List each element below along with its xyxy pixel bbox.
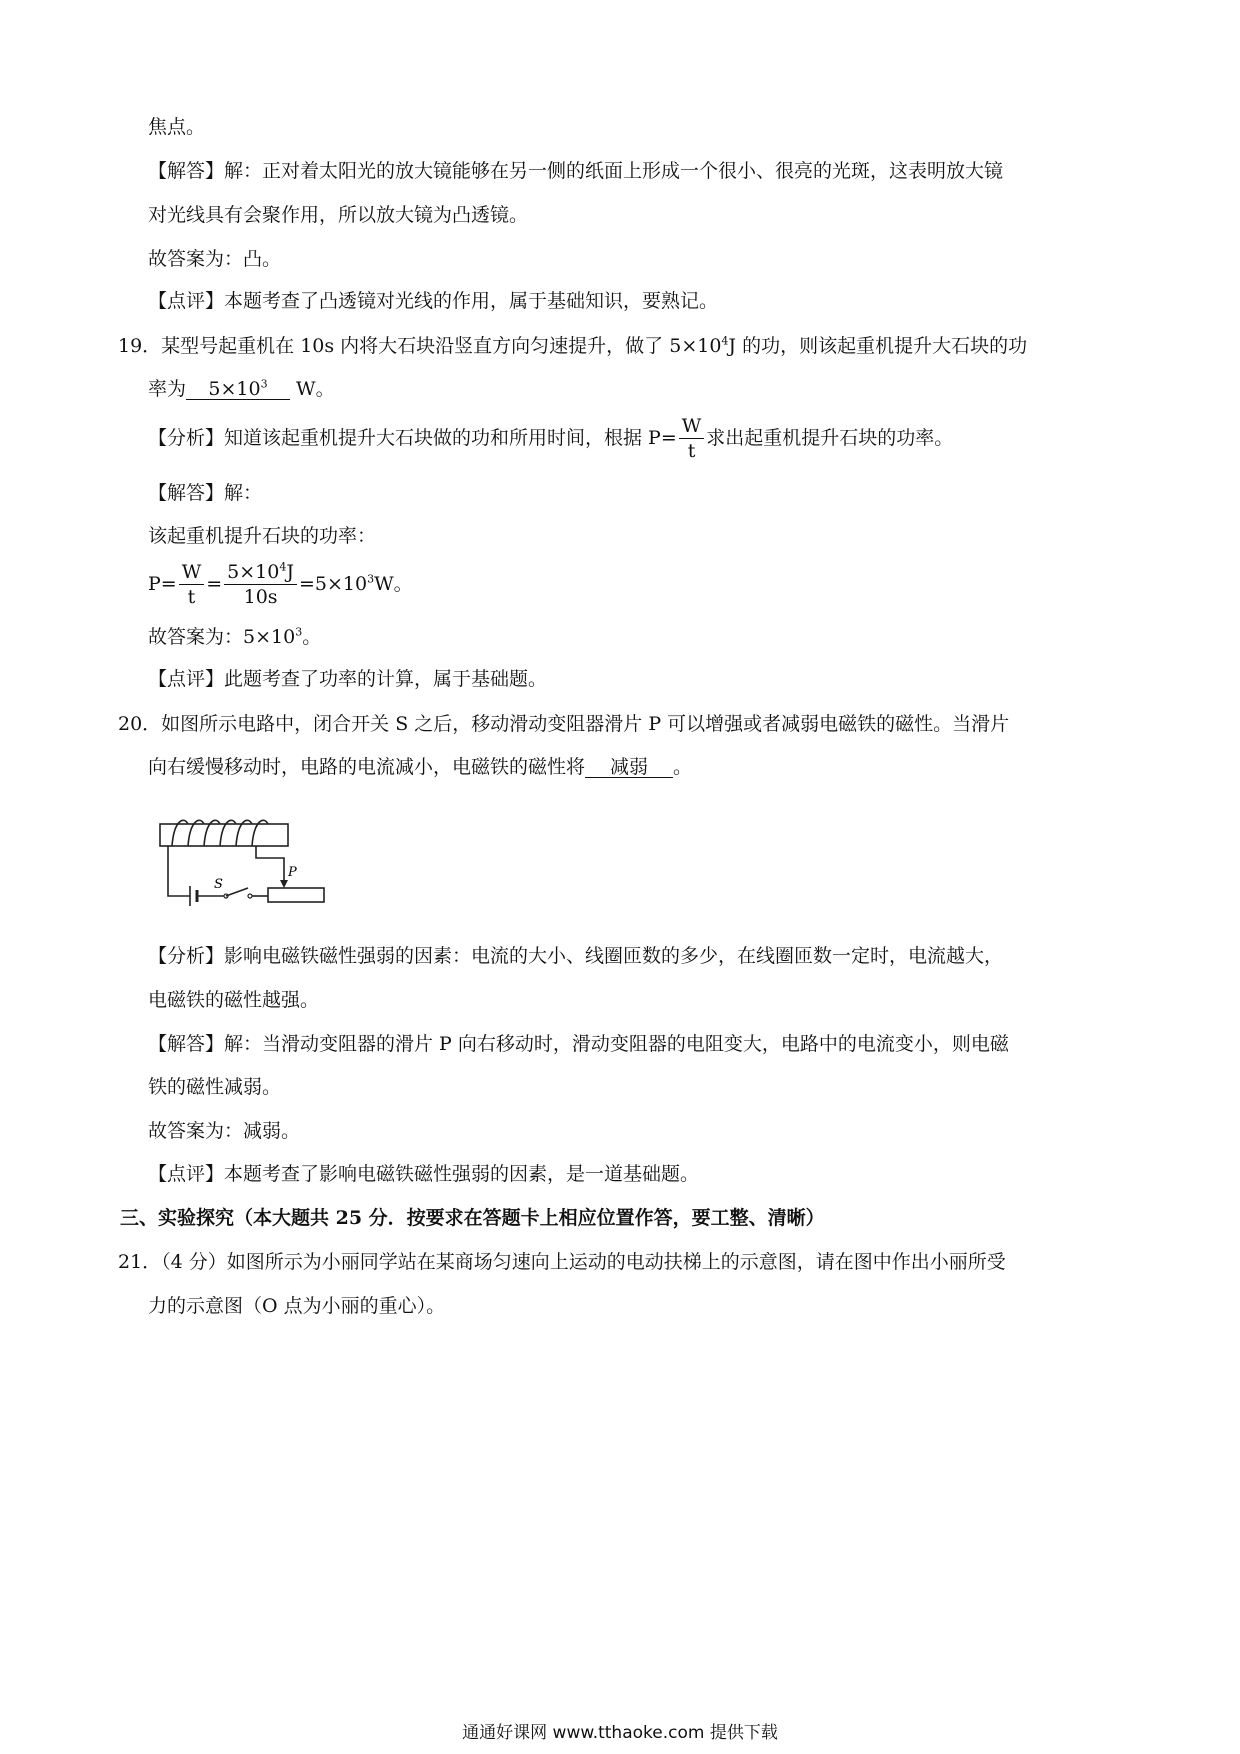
wire <box>168 846 190 896</box>
question-19-line <box>118 334 1028 357</box>
answer-exponent: 3 <box>260 377 268 391</box>
text-line: 【解答】解：正对着太阳光的放大镜能够在另一侧的纸面上形成一个很小、很亮的光斑，这表明放大镜 <box>148 160 1004 182</box>
eq-text: W。 <box>374 572 413 595</box>
fraction <box>679 416 705 462</box>
eq-exponent: 3 <box>367 572 375 586</box>
question-20-line: 20．如图所示电路中，闭合开关 S 之后，移动滑动变阻器滑片 P 可以增强或者减弱电磁铁的磁性。当滑片 <box>118 713 1010 735</box>
final-text: 故答案为：5×10 <box>148 626 296 648</box>
wire <box>256 846 284 886</box>
solution-line: 【解答】解：当滑动变阻器的滑片 P 向右移动时，滑动变阻器的电阻变大，电路中的电流变小，则电磁 <box>148 1033 1009 1055</box>
eq-text: J <box>286 561 294 583</box>
fraction-numerator <box>224 562 297 585</box>
question-19-line <box>148 377 335 400</box>
eq-text: =5×10 <box>298 572 368 595</box>
analysis-line: 【分析】影响电磁铁磁性强弱的因素：电流的大小、线圈匝数的多少，在线圈匝数一定时，电流越大， <box>148 945 1004 967</box>
analysis-line: 电磁铁的磁性越强。 <box>148 989 320 1011</box>
switch-lever-icon <box>226 888 248 896</box>
rheostat-icon <box>268 888 324 902</box>
q20-text: 向右缓慢移动时，电路的电流减小，电磁铁的磁性将 <box>148 756 586 778</box>
q20-text: 。 <box>673 756 693 778</box>
q19-text: W。 <box>290 378 335 400</box>
answer-blank: 减弱 <box>585 758 673 778</box>
slider-arrow-icon <box>280 880 288 888</box>
fraction-denominator: 10s <box>243 585 278 608</box>
eq-exponent: 4 <box>279 560 287 574</box>
fraction <box>224 562 297 608</box>
text-line: 【点评】本题考查了凸透镜对光线的作用，属于基础知识，要熟记。 <box>148 290 719 312</box>
analysis-text: 【分析】知道该起重机提升大石块做的功和所用时间，根据 P= <box>148 426 677 449</box>
question-21-line: 21．（4 分）如图所示为小丽同学站在某商场匀速向上运动的电动扶梯上的示意图，请在图中作出小丽所受 <box>118 1251 1006 1273</box>
switch-contact-icon <box>248 894 252 898</box>
fraction-denominator: t <box>187 585 196 608</box>
analysis-text: 求出起重机提升石块的功率。 <box>706 426 954 449</box>
fraction-numerator: W <box>679 416 705 439</box>
q19-text: 率为 <box>148 378 187 400</box>
eq-text: 5×10 <box>227 561 280 583</box>
section-heading: 三、实验探究（本大题共 25 分．按要求在答题卡上相应位置作答，要工整、清晰） <box>120 1207 825 1229</box>
final-exponent: 3 <box>295 625 303 639</box>
fraction-denominator: t <box>687 439 696 462</box>
solution-line: 铁的磁性减弱。 <box>148 1076 282 1098</box>
text-line: 焦点。 <box>148 116 206 138</box>
final-answer-line <box>148 625 322 648</box>
comment-line: 【点评】此题考查了功率的计算，属于基础题。 <box>148 668 548 690</box>
question-21-line: 力的示意图（O 点为小丽的重心）。 <box>148 1295 446 1317</box>
question-20-line <box>148 758 692 778</box>
q19-exponent: 4 <box>721 334 729 348</box>
switch-label: S <box>214 877 223 892</box>
text-line: 对光线具有会聚作用，所以放大镜为凸透镜。 <box>148 204 529 226</box>
eq-text: = <box>206 572 223 595</box>
comment-line: 【点评】本题考查了影响电磁铁磁性强弱的因素，是一道基础题。 <box>148 1163 700 1185</box>
q19-text: J 的功，则该起重机提升大石块的功 <box>728 335 1028 357</box>
text-line: 故答案为：凸。 <box>148 248 282 270</box>
footer: 通通好课网 www.tthaoke.com 提供下载 <box>462 1723 778 1743</box>
circuit-diagram <box>150 800 350 912</box>
answer-blank <box>186 377 290 400</box>
fraction-numerator: W <box>179 562 205 585</box>
solution-line: 【解答】解： <box>148 482 263 504</box>
final-text: 。 <box>302 626 322 648</box>
q19-text: 19．某型号起重机在 10s 内将大石块沿竖直方向匀速提升，做了 5×10 <box>118 335 722 357</box>
eq-text: P= <box>148 572 177 595</box>
analysis-line <box>148 416 953 462</box>
answer-base: 5×10 <box>208 378 261 400</box>
equation-line <box>148 562 413 608</box>
text-line: 该起重机提升石块的功率： <box>148 525 377 547</box>
slider-label: P <box>288 865 297 880</box>
final-answer-line: 故答案为：减弱。 <box>148 1120 301 1142</box>
fraction <box>179 562 205 608</box>
